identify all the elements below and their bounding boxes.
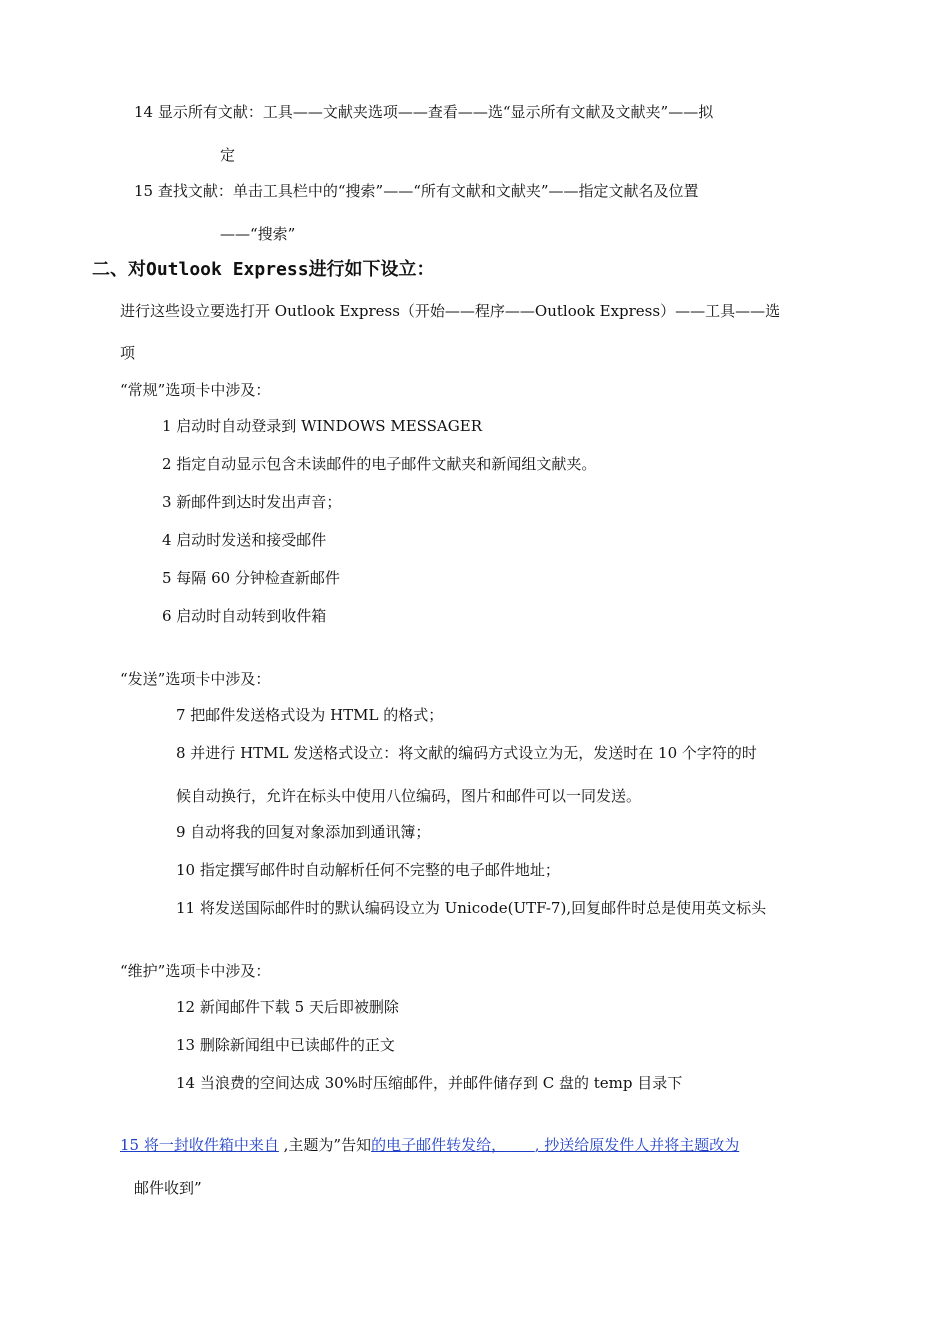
link-blank-gap[interactable] (506, 1136, 535, 1154)
send-item-10: 10 指定撰写邮件时自动解析任何不完整的电子邮件地址； (176, 861, 560, 879)
send-item-9: 9 自动将我的回复对象添加到通讯簿； (176, 823, 431, 841)
subject-text: ,主题为”告知 (278, 1136, 372, 1154)
heading-suffix: 进行如下设立： (308, 259, 435, 280)
maintenance-item-14: 14 当浪费的空间达成 30%时压缩邮件，并邮件储存到 C 盘的 temp 目录下 (176, 1074, 683, 1092)
link-inbox-from[interactable]: 15 将一封收件箱中来自 (120, 1136, 279, 1154)
general-item-6: 6 启动时自动转到收件箱 (162, 607, 327, 625)
general-item-2: 2 指定自动显示包含未读邮件的电子邮件文献夹和新闻组文献夹。 (162, 455, 597, 473)
forward-item-15-line1 (120, 1135, 739, 1155)
general-item-4: 4 启动时发送和接受邮件 (162, 531, 327, 549)
general-item-5: 5 每隔 60 分钟检查新邮件 (162, 569, 340, 587)
heading-prefix: 二、对 (92, 259, 146, 280)
maintenance-tab-heading: “维护”选项卡中涉及： (120, 962, 271, 980)
heading-app-name: Outlook Express (146, 259, 309, 280)
send-item-8-line1: 8 并进行 HTML 发送格式设立：将文献的编码方式设立为无，发送时在 10 个字符的时 (176, 744, 757, 762)
item-14-show-files-line2: 定 (220, 146, 236, 164)
send-tab-heading: “发送”选项卡中涉及： (120, 670, 271, 688)
send-item-7: 7 把邮件发送格式设为 HTML 的格式； (176, 706, 444, 724)
item-14-show-files-line1: 14 显示所有文献：工具——文献夹选项——查看——选“显示所有文献及文献夹”——拟 (134, 103, 714, 121)
forward-item-15-line2: 邮件收到” (134, 1179, 202, 1197)
section-heading (92, 258, 435, 282)
send-item-11: 11 将发送国际邮件时的默认编码设立为 Unicode(UTF-7),回复邮件时总是使用英文标头 (176, 899, 767, 917)
item-15-find-files-line2: ——“搜索” (220, 225, 296, 243)
send-item-8-line2: 候自动换行，允许在标头中使用八位编码，图片和邮件可以一同发送。 (176, 787, 642, 805)
link-forward-to[interactable]: 的电子邮件转发给， (371, 1136, 507, 1154)
general-item-1: 1 启动时自动登录到 WINDOWS MESSAGER (162, 417, 482, 435)
general-tab-heading: “常规”选项卡中涉及： (120, 381, 271, 399)
general-item-3: 3 新邮件到达时发出声音； (162, 493, 342, 511)
item-15-find-files-line1: 15 查找文献：单击工具栏中的“搜索”——“所有文献和文献夹”——指定文献名及位置 (134, 182, 699, 200)
intro-line2: 项 (120, 344, 136, 362)
intro-line1: 进行这些设立要选打开 Outlook Express（开始——程序——Outlook Express）——工具——选 (120, 302, 781, 320)
maintenance-item-12: 12 新闻邮件下载 5 天后即被删除 (176, 998, 399, 1016)
link-cc-sender[interactable]: , 抄送给原发件人并将主题改为 (534, 1136, 740, 1154)
maintenance-item-13: 13 删除新闻组中已读邮件的正文 (176, 1036, 395, 1054)
